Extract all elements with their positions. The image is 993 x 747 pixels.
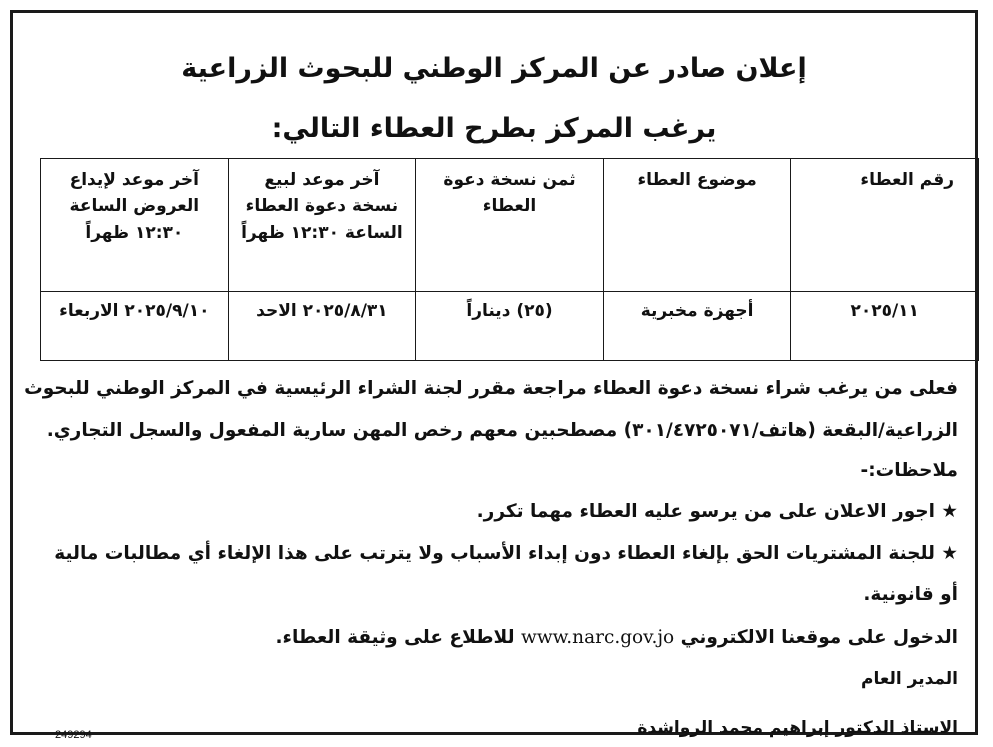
website-line [275,627,958,649]
cell-copy-price: (٢٥) ديناراً [416,292,604,361]
body-line-1: فعلى من يرغب شراء نسخة دعوة العطاء مراجعة مقرر لجنة الشراء الرئيسية في المركز الوطني للبحوث [24,378,958,399]
header-tender-subject: موضوع العطاء [603,159,791,292]
header-submission-deadline: آخر موعد لإيداع العروض الساعة ١٢:٣٠ ظهراً [41,159,229,292]
announcement-title: إعلان صادر عن المركز الوطني للبحوث الزراعية [181,53,807,84]
reference-number: 249294 [55,729,92,741]
signature-role: المدير العام [861,669,958,689]
website-text-before: الدخول على موقعنا الالكتروني [680,627,958,648]
cell-submission-deadline: ٢٠٢٥/٩/١٠ الاربعاء [41,292,229,361]
notes-label: ملاحظات:- [860,460,958,481]
note-2-continued: أو قانونية. [863,584,958,605]
announcement-frame [10,10,978,741]
tender-table-header-row [41,159,979,292]
body-line-2: الزراعية/البقعة (هاتف/٣٠١/٤٧٢٥٠٧١) مصطحبين معهم رخص المهن سارية المفعول والسجل التجاري. [46,420,958,441]
table-row [41,292,979,361]
header-sale-deadline: آخر موعد لبيع نسخة دعوة العطاء الساعة ١٢:٣٠ ظهراً [228,159,416,292]
cell-tender-subject: أجهزة مخبرية [603,292,791,361]
header-tender-number: رقم العطاء [791,159,979,292]
cell-tender-number: ٢٠٢٥/١١ [791,292,979,361]
signature-name: الاستاذ الدكتور إبراهيم محمد الرواشدة [637,718,958,738]
note-2: ★ للجنة المشتريات الحق بإلغاء العطاء دون إبداء الأسباب ولا يترتب على هذا الإلغاء أي مطالبات مالية [54,543,958,564]
cell-sale-deadline: ٢٠٢٥/٨/٣١ الاحد [228,292,416,361]
header-copy-price: ثمن نسخة دعوة العطاء [416,159,604,292]
website-url[interactable]: www.narc.gov.jo [520,627,675,648]
note-1: ★ اجور الاعلان على من يرسو عليه العطاء مهما تكرر. [476,501,958,522]
announcement-subtitle: يرغب المركز بطرح العطاء التالي: [271,113,717,144]
tender-table [40,158,979,361]
website-text-after: للاطلاع على وثيقة العطاء. [275,627,515,648]
